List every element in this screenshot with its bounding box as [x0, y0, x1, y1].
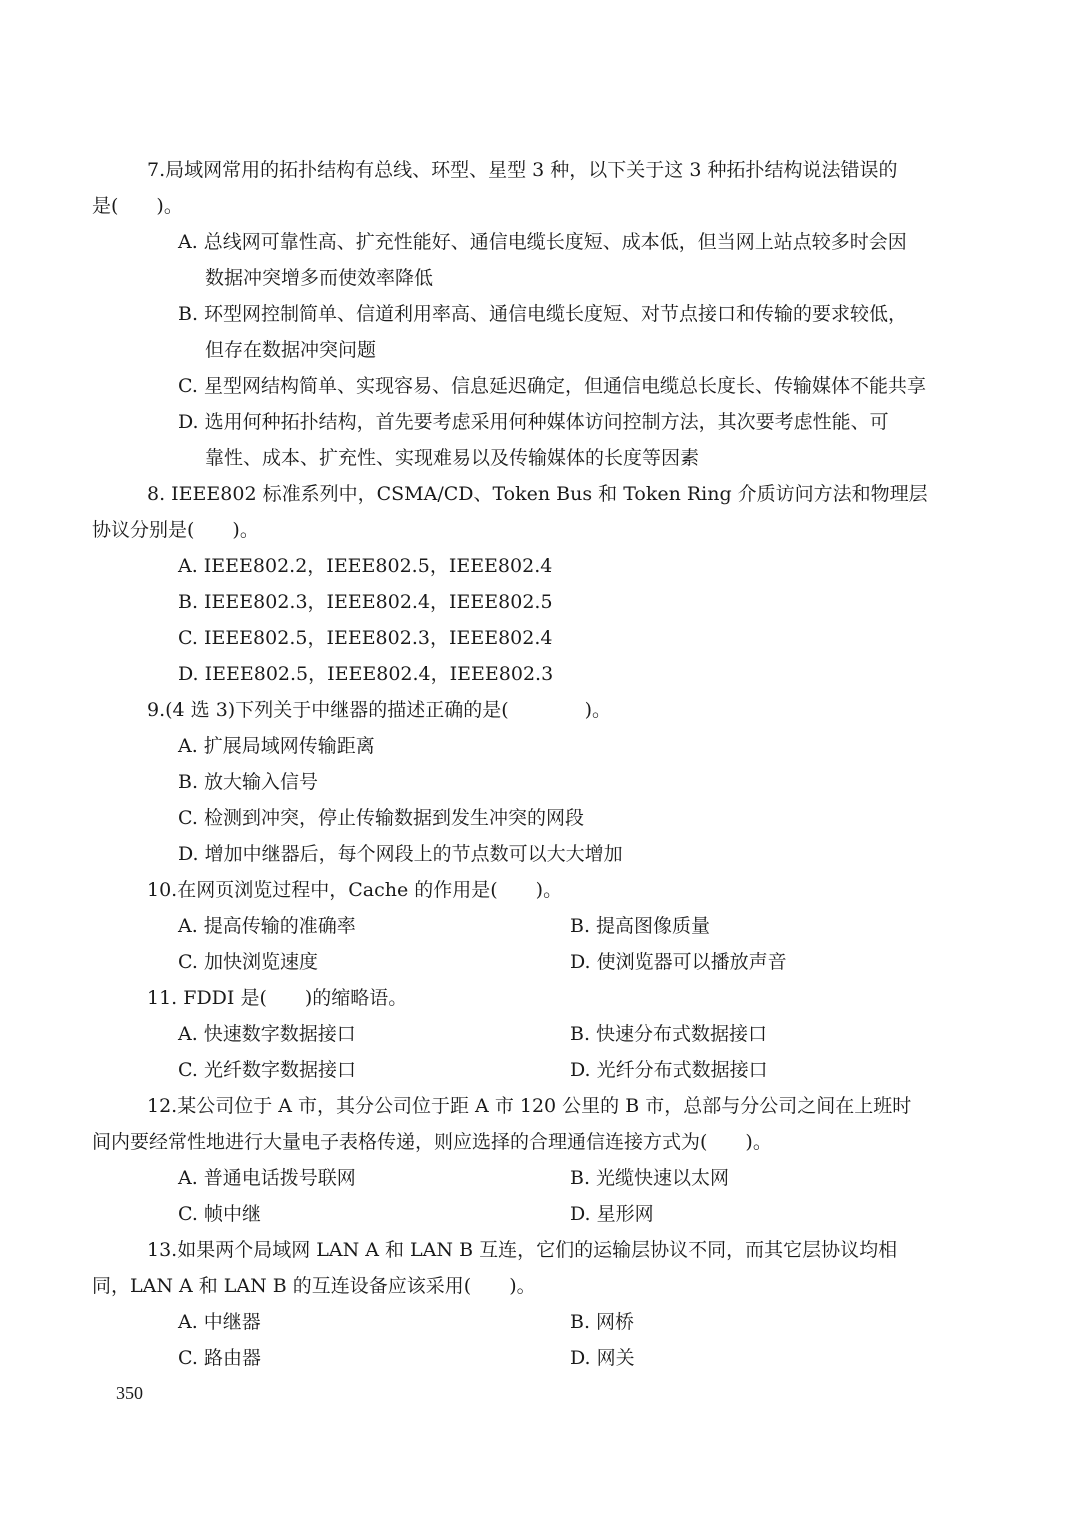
- question-stem: 10.在网页浏览过程中，Cache 的作用是( )。: [147, 879, 563, 901]
- option-d: D. 星形网: [570, 1203, 654, 1225]
- question-stem: 同，LAN A 和 LAN B 的互连设备应该采用( )。: [92, 1275, 536, 1297]
- option-a: A. 快速数字数据接口: [178, 1023, 356, 1045]
- option-d: D. 选用何种拓扑结构，首先要考虑采用何种媒体访问控制方法，其次要考虑性能、可: [178, 411, 889, 433]
- page-number: 350: [116, 1383, 143, 1403]
- option-c: C. 星型网结构简单、实现容易、信息延迟确定，但通信电缆总长度长、传输媒体不能共享: [178, 375, 926, 397]
- option-a: A. 中继器: [178, 1311, 261, 1333]
- option-c: C. 路由器: [178, 1347, 261, 1369]
- option-b: B. 放大输入信号: [178, 771, 319, 793]
- option-a-cont: 数据冲突增多而使效率降低: [205, 267, 434, 289]
- option-b: B. 快速分布式数据接口: [570, 1023, 768, 1045]
- question-stem: 间内要经常性地进行大量电子表格传递，则应选择的合理通信连接方式为( )。: [92, 1131, 772, 1153]
- option-d: D. 网关: [570, 1347, 635, 1369]
- question-stem: 11. FDDI 是( )的缩略语。: [147, 987, 408, 1009]
- option-a: A. 提高传输的准确率: [178, 915, 356, 937]
- option-a: A. 总线网可靠性高、扩充性能好、通信电缆长度短、成本低，但当网上站点较多时会因: [178, 231, 907, 253]
- option-c: C. 检测到冲突，停止传输数据到发生冲突的网段: [178, 807, 584, 829]
- question-stem: 13.如果两个局域网 LAN A 和 LAN B 互连，它们的运输层协议不同，而其它层协议均相: [147, 1239, 898, 1261]
- question-stem: 7.局域网常用的拓扑结构有总线、环型、星型 3 种，以下关于这 3 种拓扑结构说法错误的: [147, 159, 898, 181]
- question-stem: 9.(4 选 3)下列关于中继器的描述正确的是( )。: [147, 699, 612, 721]
- option-c: C. 加快浏览速度: [178, 951, 318, 973]
- option-d-cont: 靠性、成本、扩充性、实现难易以及传输媒体的长度等因素: [205, 447, 700, 469]
- option-b: B. 环型网控制简单、信道利用率高、通信电缆长度短、对节点接口和传输的要求较低，: [178, 303, 908, 325]
- option-d: D. IEEE802.5，IEEE802.4，IEEE802.3: [178, 663, 554, 685]
- option-c: C. 光纤数字数据接口: [178, 1059, 356, 1081]
- option-c: C. IEEE802.5，IEEE802.3，IEEE802.4: [178, 627, 553, 649]
- option-b: B. 光缆快速以太网: [570, 1167, 730, 1189]
- question-stem: 协议分别是( )。: [92, 519, 259, 541]
- option-d: D. 光纤分布式数据接口: [570, 1059, 768, 1081]
- option-a: A. 扩展局域网传输距离: [178, 735, 375, 757]
- option-b-cont: 但存在数据冲突问题: [205, 339, 377, 361]
- option-a: A. 普通电话拨号联网: [178, 1167, 356, 1189]
- question-stem: 是( )。: [92, 195, 183, 217]
- option-d: D. 使浏览器可以播放声音: [570, 951, 787, 973]
- option-b: B. 网桥: [570, 1311, 635, 1333]
- option-b: B. 提高图像质量: [570, 915, 711, 937]
- option-b: B. IEEE802.3，IEEE802.4，IEEE802.5: [178, 591, 553, 613]
- option-c: C. 帧中继: [178, 1203, 261, 1225]
- question-stem: 8. IEEE802 标准系列中，CSMA/CD、Token Bus 和 Token Ring 介质访问方法和物理层: [147, 483, 928, 505]
- question-stem: 12.某公司位于 A 市，其分公司位于距 A 市 120 公里的 B 市，总部与分公司之间在上班时: [147, 1095, 912, 1117]
- option-a: A. IEEE802.2，IEEE802.5，IEEE802.4: [178, 555, 553, 577]
- option-d: D. 增加中继器后，每个网段上的节点数可以大大增加: [178, 843, 623, 865]
